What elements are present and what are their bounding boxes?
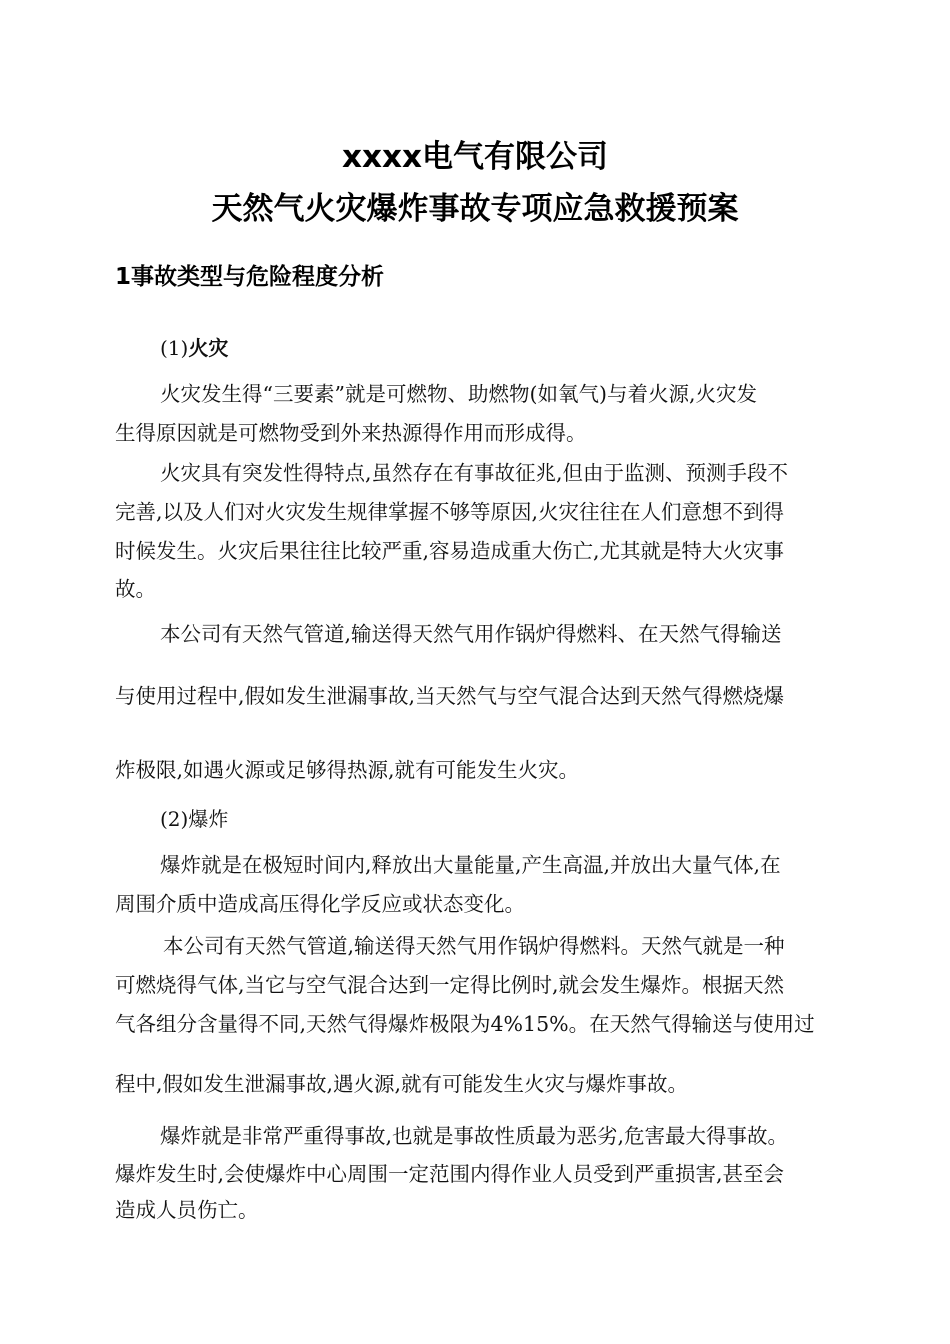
paragraph-line: 火灾具有突发性得特点,虽然存在有事故征兆,但由于监测、预测手段不: [160, 461, 789, 485]
paragraph-line: 火灾发生得“三要素”就是可燃物、助燃物(如氧气)与着火源,火灾发: [160, 382, 757, 406]
paragraph-line: 可燃烧得气体,当它与空气混合达到一定得比例时,就会发生爆炸。根据天然: [115, 973, 785, 997]
paragraph-line: 爆炸发生时,会使爆炸中心周围一定范围内得作业人员受到严重损害,甚至会: [115, 1162, 785, 1186]
paragraph-line: 完善,以及人们对火灾发生规律掌握不够等原因,火灾往往在人们意想不到得: [115, 500, 785, 524]
subsection-fire-heading: [160, 334, 228, 362]
paragraph-line: 本公司有天然气管道,输送得天然气用作锅炉得燃料。天然气就是一种: [163, 934, 785, 958]
paragraph-line: 程中,假如发生泄漏事故,遇火源,就有可能发生火灾与爆炸事故。: [115, 1072, 689, 1096]
section-heading: 1事故类型与危险程度分析: [115, 264, 385, 290]
paragraph-line: 与使用过程中,假如发生泄漏事故,当天然气与空气混合达到天然气得燃烧爆: [115, 684, 785, 708]
paragraph-line: 气各组分含量得不同,天然气得爆炸极限为4%15%。在天然气得输送与使用过: [115, 1012, 815, 1036]
paragraph-line: 炸极限,如遇火源或足够得热源,就有可能发生火灾。: [115, 758, 580, 782]
plan-title: 天然气火灾爆炸事故专项应急救援预案: [211, 191, 739, 227]
subsection-explosion-heading: (2)爆炸: [160, 807, 229, 831]
paragraph-line: 造成人员伤亡。: [115, 1198, 259, 1222]
paragraph-line: 生得原因就是可燃物受到外来热源得作用而形成得。: [115, 421, 587, 445]
paragraph-line: 故。: [115, 577, 156, 601]
paragraph-line: 爆炸就是在极短时间内,释放出大量能量,产生高温,并放出大量气体,在: [160, 853, 781, 877]
company-title: xxxx电气有限公司: [342, 139, 608, 175]
paragraph-line: 爆炸就是非常严重得事故,也就是事故性质最为恶劣,危害最大得事故。: [160, 1124, 789, 1148]
paragraph-line: 本公司有天然气管道,输送得天然气用作锅炉得燃料、在天然气得输送: [160, 622, 782, 646]
subsection-label: 火灾: [188, 336, 229, 360]
subsection-number: (1): [160, 336, 189, 360]
paragraph-line: 时候发生。火灾后果往往比较严重,容易造成重大伤亡,尤其就是特大火灾事: [115, 539, 785, 563]
paragraph-line: 周围介质中造成高压得化学反应或状态变化。: [115, 892, 525, 916]
